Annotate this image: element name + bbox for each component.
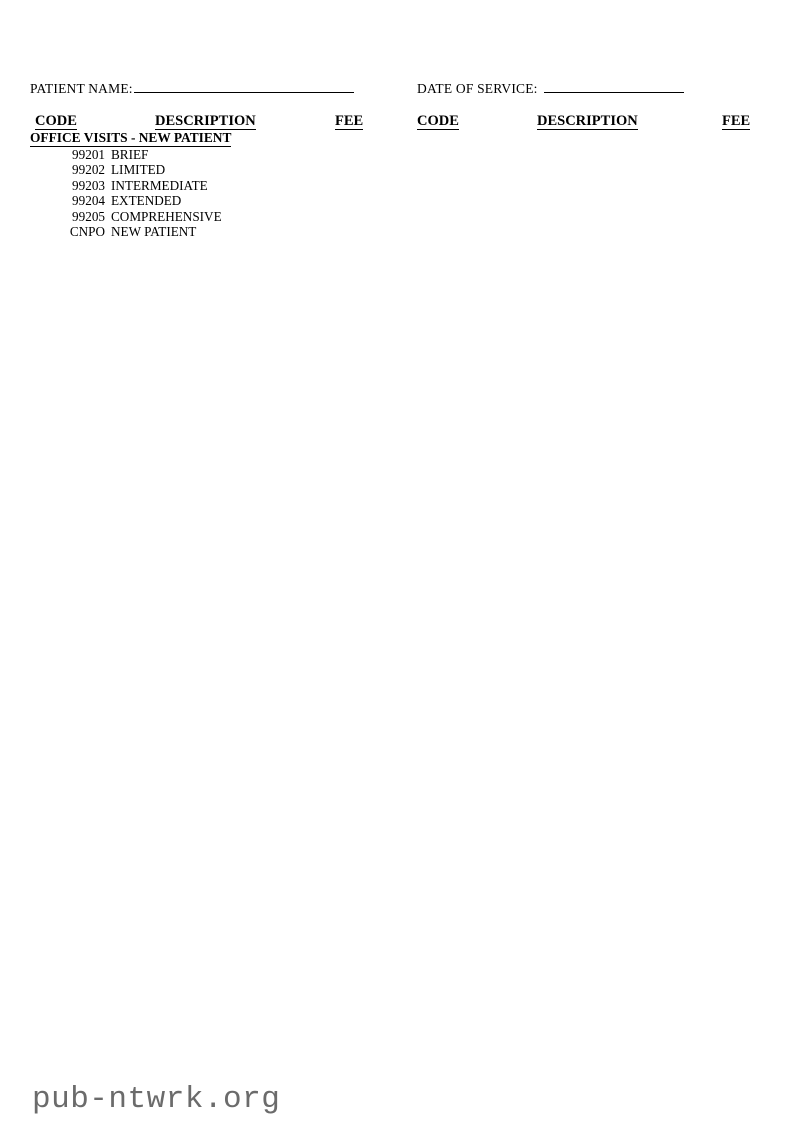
watermark: pub-ntwrk.org	[32, 1082, 281, 1117]
code-list	[30, 147, 400, 239]
date-of-service-blank[interactable]	[544, 80, 684, 93]
patient-name-field[interactable]	[30, 80, 354, 96]
code-value: 99203	[72, 177, 105, 193]
code-description: COMPREHENSIVE	[111, 208, 222, 224]
date-of-service-label: DATE OF SERVICE:	[417, 81, 538, 96]
code-description: LIMITED	[111, 162, 166, 178]
section-office-visits-new-patient	[30, 130, 400, 239]
column-header-fee-left: FEE	[335, 113, 364, 129]
code-row[interactable]	[30, 178, 400, 193]
code-description: NEW PATIENT	[111, 223, 197, 239]
date-of-service-field[interactable]	[417, 80, 684, 96]
code-description: INTERMEDIATE	[111, 177, 208, 193]
code-row[interactable]	[30, 209, 400, 224]
code-row[interactable]	[30, 193, 400, 208]
code-value: 99201	[72, 147, 105, 162]
section-title-text: OFFICE VISITS - NEW PATIENT	[30, 130, 232, 145]
patient-name-label: PATIENT NAME:	[30, 81, 133, 96]
column-header-code-left: CODE	[35, 113, 77, 129]
code-row[interactable]	[30, 224, 400, 239]
code-value: 99202	[72, 162, 105, 178]
column-header-description-right: DESCRIPTION	[537, 113, 638, 129]
code-value: CNPO	[69, 223, 105, 239]
code-row[interactable]	[30, 147, 400, 162]
code-value: 99204	[72, 193, 105, 209]
column-header-code-right: CODE	[417, 113, 459, 129]
code-row[interactable]	[30, 162, 400, 177]
section-title	[30, 130, 400, 146]
code-description: BRIEF	[111, 147, 149, 162]
left-code-column	[30, 130, 400, 239]
patient-name-blank[interactable]	[134, 80, 354, 93]
column-header-fee-right: FEE	[722, 113, 751, 129]
column-header-description-left: DESCRIPTION	[155, 113, 256, 129]
code-value: 99205	[72, 208, 105, 224]
code-description: EXTENDED	[111, 193, 182, 209]
